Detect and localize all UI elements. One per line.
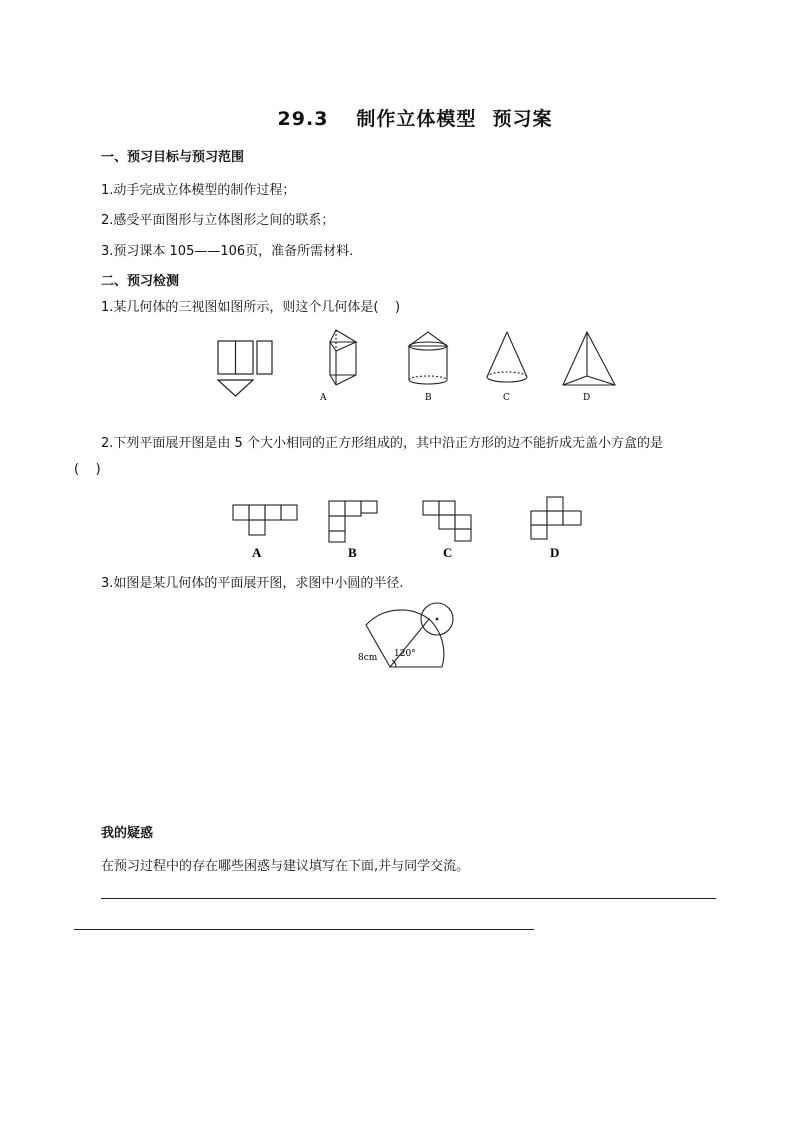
section1-item-1: 1.动手完成立体模型的制作过程； bbox=[101, 183, 296, 198]
q2-figure bbox=[225, 495, 595, 565]
answer-line-2[interactable] bbox=[74, 929, 534, 930]
q1-option-c-label: C bbox=[503, 393, 510, 403]
q1-option-b-label: B bbox=[425, 393, 432, 403]
answer-line-1[interactable] bbox=[101, 898, 716, 899]
section1-item-2: 2.感受平面图形与立体图形之间的联系； bbox=[101, 213, 335, 228]
option-a-prism bbox=[330, 330, 356, 385]
title-suffix: 预习案 bbox=[492, 108, 553, 130]
q2-option-c-label: C bbox=[443, 545, 453, 560]
section1-item-3: 3.预习课本 105——106页，准备所需材料. bbox=[101, 244, 354, 259]
title-number: 29.3 bbox=[277, 108, 329, 130]
page-title bbox=[0, 104, 794, 131]
title-name: 制作立体模型 bbox=[356, 108, 477, 130]
option-b-cone-on-cylinder bbox=[409, 332, 447, 384]
q2-option-b-label: B bbox=[348, 545, 357, 560]
q1-option-d-label: D bbox=[583, 393, 591, 403]
q2-option-d-label: D bbox=[550, 545, 560, 560]
q1-option-a-label: A bbox=[320, 393, 327, 403]
net-c bbox=[423, 501, 471, 541]
radius-label: 8cm bbox=[358, 653, 378, 663]
doubts-heading: 我的疑惑 bbox=[101, 826, 154, 841]
circle-center-dot bbox=[436, 618, 439, 621]
net-a bbox=[233, 505, 297, 535]
section1-heading: 一、预习目标与预习范围 bbox=[101, 150, 245, 165]
q2-option-a-label: A bbox=[252, 545, 262, 560]
q1-figure bbox=[210, 328, 630, 408]
q3-figure bbox=[352, 598, 462, 674]
three-view-drawing bbox=[218, 341, 272, 396]
net-b bbox=[329, 501, 377, 542]
question-2-line-1: 2.下列平面展开图是由 5 个大小相同的正方形组成的，其中沿正方形的边不能折成无盖小方盒的是 bbox=[101, 436, 663, 451]
option-c-cone bbox=[487, 332, 527, 382]
question-3: 3.如图是某几何体的平面展开图，求图中小圆的半径. bbox=[101, 576, 404, 591]
question-1: 1.某几何体的三视图如图所示，则这个几何体是( ) bbox=[101, 300, 401, 315]
net-d bbox=[531, 497, 581, 539]
option-d-pyramid bbox=[563, 332, 615, 385]
section2-heading: 二、预习检测 bbox=[101, 274, 180, 289]
angle-label: 120° bbox=[394, 649, 416, 659]
doubts-prompt: 在预习过程中的存在哪些困惑与建议填写在下面,并与同学交流。 bbox=[101, 859, 470, 874]
question-2-line-2: ( ) bbox=[74, 462, 101, 477]
